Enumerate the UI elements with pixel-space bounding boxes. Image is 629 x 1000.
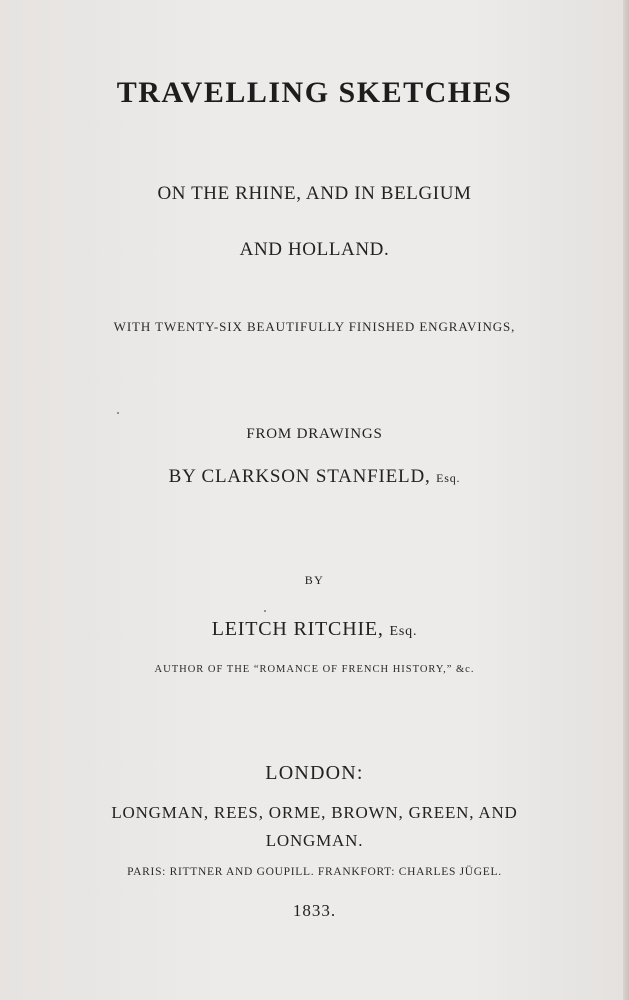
subtitle-line-1: ON THE RHINE, AND IN BELGIUM [157, 183, 472, 204]
engravings-note: WITH TWENTY-SIX BEAUTIFULLY FINISHED ENGRAVINGS, [113, 319, 516, 334]
publisher-line-1: LONGMAN, REES, ORME, BROWN, GREEN, AND [111, 803, 518, 822]
by-label: BY [304, 573, 325, 587]
author-previous-work: AUTHOR OF THE “ROMANCE OF FRENCH HISTORY,” &c. [154, 664, 475, 675]
artist-honorific: Esq. [436, 471, 461, 485]
publisher-line-2: LONGMAN. [265, 831, 364, 850]
author-name: LEITCH RITCHIE, [211, 618, 384, 640]
publication-place: LONDON: [265, 762, 364, 784]
artist-name: BY CLARKSON STANFIELD, [168, 466, 431, 487]
other-publishers: PARIS: RITTNER AND GOUPILL. FRANKFORT: CHARLES JÜGEL. [127, 866, 502, 878]
artist-credit [0, 466, 629, 488]
paper-speck [264, 610, 266, 612]
from-drawings: FROM DRAWINGS [246, 426, 383, 442]
subtitle-line-2: AND HOLLAND. [239, 239, 390, 260]
author-honorific: Esq. [389, 624, 418, 639]
paper-speck [117, 412, 119, 414]
author-credit [0, 618, 629, 641]
book-title: TRAVELLING SKETCHES [116, 76, 513, 109]
publication-year: 1833. [292, 901, 337, 920]
